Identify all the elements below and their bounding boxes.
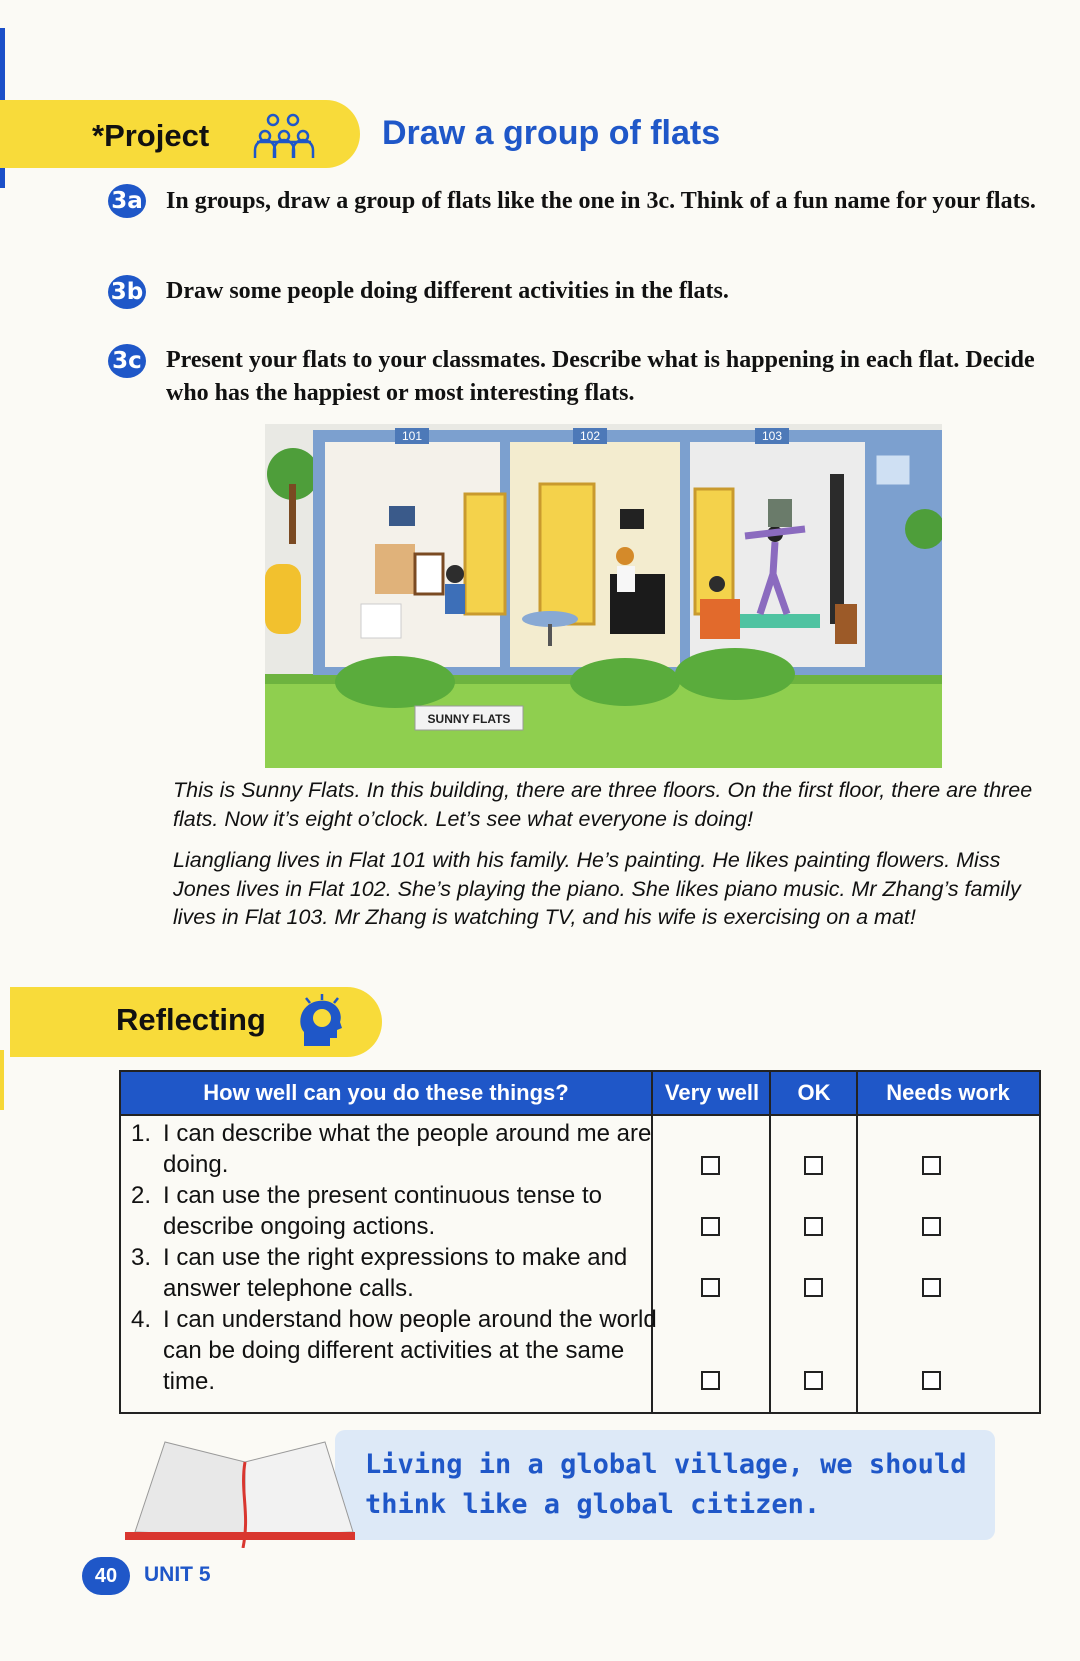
flat-number-103: 103: [761, 429, 783, 443]
reflecting-label: Reflecting: [116, 1002, 266, 1037]
step-text-3c: Present your flats to your classmates. Describe what is happening in each flat. Decide who has the happiest or most interesting flats.: [166, 347, 1035, 406]
column-divider: [769, 1072, 771, 1412]
project-title: Draw a group of flats: [382, 114, 721, 152]
column-divider: [856, 1072, 858, 1412]
project-label: *Project: [92, 118, 210, 153]
lightbulb-head-icon: [296, 992, 346, 1048]
header-very-well: Very well: [664, 1080, 760, 1105]
flat-number-101: 101: [401, 429, 423, 443]
item-number: 1.: [131, 1120, 152, 1147]
checkbox-1-ok[interactable]: [804, 1156, 823, 1175]
checkbox-1-needs-work[interactable]: [922, 1156, 941, 1175]
sunny-flats-sign: SUNNY FLATS: [427, 712, 511, 726]
caption-paragraph-2: Liangliang lives in Flat 101 with his family. He’s painting. He likes painting flowers. Miss Jones lives in Flat 102. She’s playing the piano. She likes piano music. Mr Zhang’s family lives in Flat 103. Mr Zhang is watching TV, and his wife is exercising on a mat!: [173, 848, 1021, 929]
step-badge-3c: 3c: [108, 344, 146, 378]
page-number: 40: [82, 1557, 130, 1595]
item-text: I can describe what the people around me are doing.: [163, 1120, 652, 1178]
checkbox-4-very-well[interactable]: [701, 1371, 720, 1390]
header-divider: [121, 1114, 1039, 1116]
unit-label: UNIT 5: [144, 1563, 211, 1586]
item-number: 2.: [131, 1182, 152, 1209]
checkbox-1-very-well[interactable]: [701, 1156, 720, 1175]
step-badge-3a: 3a: [108, 184, 146, 218]
caption-paragraph-1: This is Sunny Flats. In this building, there are three floors. On the first floor, there are three flats. Now it’s eight o’clock. Let’s see what everyone is doing!: [173, 778, 1033, 831]
open-book-icon: [125, 1432, 355, 1548]
item-text: I can use the right expressions to make and answer telephone calls.: [163, 1244, 628, 1302]
group-icon: [253, 112, 315, 160]
step-text-3b: Draw some people doing different activities in the flats.: [166, 278, 729, 304]
step-badge-3b: 3b: [108, 275, 146, 309]
header-ok: OK: [797, 1080, 831, 1105]
header-question: How well can you do these things?: [203, 1080, 569, 1105]
checkbox-3-very-well[interactable]: [701, 1278, 720, 1297]
checkbox-2-needs-work[interactable]: [922, 1217, 941, 1236]
item-number: 4.: [131, 1306, 152, 1333]
checkbox-4-ok[interactable]: [804, 1371, 823, 1390]
table-row: [131, 1304, 671, 1397]
reflecting-table: [119, 1070, 1041, 1414]
table-header: [121, 1072, 1039, 1114]
table-row: [131, 1242, 671, 1304]
checkbox-4-needs-work[interactable]: [922, 1371, 941, 1390]
step-text-3a: In groups, draw a group of flats like the one in 3c. Think of a fun name for your flats.: [166, 188, 1036, 214]
page-edge-marker-yellow: [0, 1050, 4, 1110]
motto-text: Living in a global village, we should think like a global citizen.: [365, 1449, 967, 1520]
checkbox-2-ok[interactable]: [804, 1217, 823, 1236]
flat-number-102: 102: [579, 429, 601, 443]
item-text: I can understand how people around the world can be doing different activities at the same time.: [163, 1306, 657, 1395]
header-needs-work: Needs work: [886, 1080, 1010, 1105]
item-number: 3.: [131, 1244, 152, 1271]
sunny-flats-illustration: [265, 424, 942, 768]
table-row: [131, 1118, 671, 1180]
checkbox-3-needs-work[interactable]: [922, 1278, 941, 1297]
item-text: I can use the present continuous tense to describe ongoing actions.: [163, 1182, 602, 1240]
checkbox-2-very-well[interactable]: [701, 1217, 720, 1236]
table-row: [131, 1180, 671, 1242]
checkbox-3-ok[interactable]: [804, 1278, 823, 1297]
